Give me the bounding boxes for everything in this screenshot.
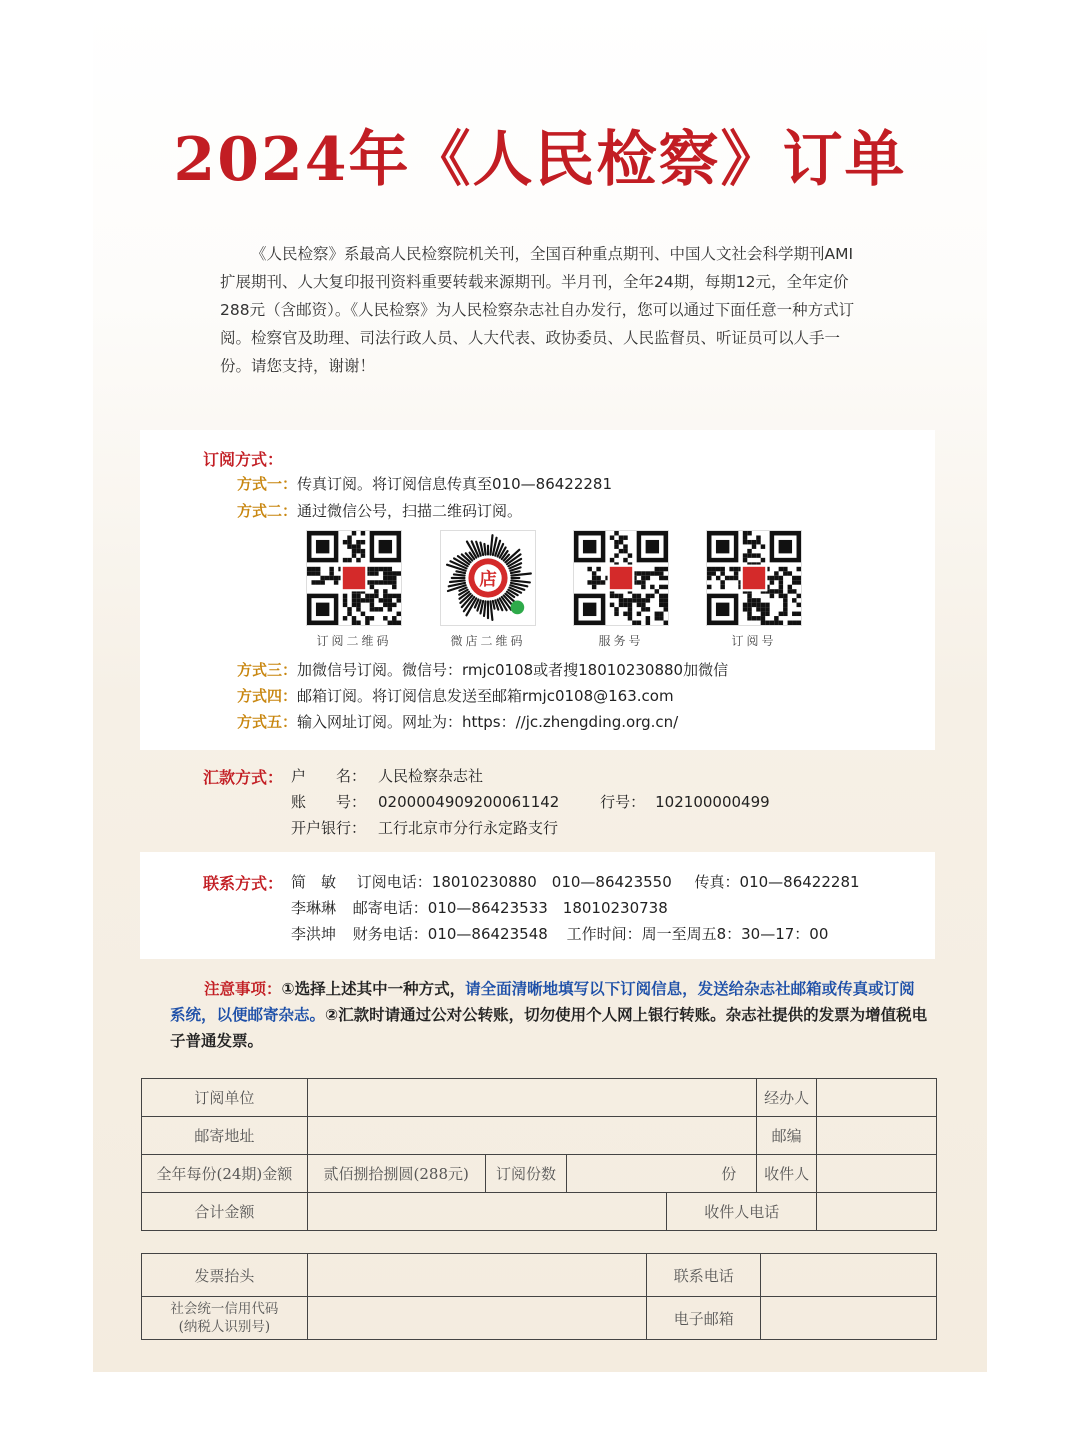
contact-phone: 订阅电话：18010230880 010—86423550	[356, 873, 672, 891]
method-1	[237, 473, 612, 494]
qr-weidian[interactable]	[440, 530, 536, 649]
qr-code-icon[interactable]	[573, 530, 669, 626]
method-3-label: 方式三：	[237, 661, 298, 679]
remit-account-label: 账 号：	[291, 793, 367, 811]
contact-heading: 联系方式：	[203, 874, 284, 893]
input-address[interactable]	[307, 1117, 756, 1155]
label-total: 合计金额	[142, 1193, 308, 1231]
contact-name: 简 敏	[291, 873, 337, 891]
intro-paragraph: 《人民检察》系最高人民检察院机关刊，全国百种重点期刊、中国人文社会科学期刊AMI扩展期刊、人大复印报刊资料重要转载来源期刊。半月刊，全年24期，每期12元，全年定价288元（含邮资）。《人民检察》为人民检察杂志社自办发行，您可以通过下面任意一种方式订阅。检察官及助理、司法行政人员、人大代表、政协委员、人民监督员、听证员可以人手一份。请您支持，谢谢！	[220, 245, 855, 375]
qr-caption: 服务号	[598, 634, 644, 648]
credit-code-line-1: 社会统一信用代码	[170, 1301, 279, 1317]
qr-code-icon[interactable]	[706, 530, 802, 626]
price-value: 贰佰捌拾捌圆(288元)	[307, 1155, 485, 1193]
method-3	[237, 659, 728, 680]
label-receiver: 收件人	[757, 1155, 817, 1193]
method-4	[237, 685, 674, 706]
input-receiver-phone[interactable]	[817, 1193, 937, 1231]
input-total[interactable]	[307, 1193, 667, 1231]
label-copies: 订阅份数	[485, 1155, 567, 1193]
label-annual-amount: 全年每份(24期)金额	[142, 1155, 308, 1193]
contact-fax: 传真：010—86422281	[694, 873, 860, 891]
contact-name: 李琳琳	[291, 899, 337, 917]
input-contact-phone[interactable]	[761, 1254, 937, 1297]
qr-caption: 微店二维码	[450, 634, 526, 648]
notice-label: 注意事项：	[204, 980, 282, 998]
label-unit: 订阅单位	[142, 1079, 308, 1117]
notice-part-3: ②汇款时请通过公对公转账，切勿使用个人网上银行转账。杂志社提供的发票为增值税电子普通发票。	[170, 1006, 928, 1050]
label-receiver-phone: 收件人电话	[667, 1193, 817, 1231]
order-form-table	[141, 1078, 937, 1231]
input-unit[interactable]	[307, 1079, 756, 1117]
invoice-form-table	[141, 1253, 937, 1340]
input-invoice-title[interactable]	[307, 1254, 647, 1297]
method-2-label: 方式二：	[237, 502, 298, 520]
remit-name-label: 户 名：	[291, 767, 367, 785]
qr-caption: 订阅二维码	[316, 634, 392, 648]
subscribe-box	[140, 430, 935, 750]
remit-bank-label: 开户银行：	[291, 819, 367, 837]
method-1-label: 方式一：	[237, 475, 298, 493]
notice-paragraph	[170, 976, 930, 1054]
input-email[interactable]	[761, 1297, 937, 1340]
remit-bank-row	[291, 817, 558, 838]
contact-row-1	[291, 871, 860, 892]
remit-heading: 汇款方式：	[203, 768, 284, 787]
label-invoice-title: 发票抬头	[142, 1254, 308, 1297]
remit-account: 0200004909200061142	[378, 793, 560, 811]
remit-bank: 工行北京市分行永定路支行	[378, 819, 559, 837]
work-hours: 工作时间：周一至周五8：30—17：00	[566, 925, 829, 943]
label-contact-phone: 联系电话	[647, 1254, 761, 1297]
qr-subscribe[interactable]	[306, 530, 402, 649]
bank-no: 102100000499	[655, 793, 770, 811]
qr-service[interactable]	[573, 530, 669, 649]
qr-official[interactable]	[706, 530, 802, 649]
credit-code-line-2: (纳税人识别号)	[178, 1319, 271, 1335]
page-title: 2024年《人民检察》订单	[173, 125, 907, 195]
input-copies[interactable]	[567, 1155, 757, 1193]
copies-unit: 份	[721, 1165, 737, 1183]
qr-code-icon[interactable]	[306, 530, 402, 626]
input-handler[interactable]	[817, 1079, 937, 1117]
input-receiver[interactable]	[817, 1155, 937, 1193]
label-postcode: 邮编	[757, 1117, 817, 1155]
method-2-text: 通过微信公号，扫描二维码订阅。	[297, 502, 523, 520]
label-handler: 经办人	[757, 1079, 817, 1117]
method-5	[237, 711, 678, 732]
input-postcode[interactable]	[817, 1117, 937, 1155]
contact-box	[140, 852, 935, 959]
contact-name: 李洪坤	[291, 925, 337, 943]
shop-badge: 店	[479, 569, 497, 590]
method-1-text: 传真订阅。将订阅信息传真至010—86422281	[297, 475, 612, 493]
contact-phone: 财务电话：010—86423548	[352, 925, 548, 943]
label-credit-code	[142, 1297, 308, 1340]
input-credit-code[interactable]	[307, 1297, 647, 1340]
method-5-label: 方式五：	[237, 713, 298, 731]
remit-account-row	[291, 791, 770, 812]
method-3-text: 加微信号订阅。微信号：rmjc0108或者搜18010230880加微信	[297, 661, 729, 679]
notice-part-1: ①选择上述其中一种方式，	[281, 980, 466, 998]
method-5-text: 输入网址订阅。网址为：https：//jc.zhengding.org.cn/	[297, 713, 679, 731]
method-4-label: 方式四：	[237, 687, 298, 705]
contact-row-3	[291, 923, 828, 944]
subscribe-heading: 订阅方式：	[203, 450, 284, 469]
label-address: 邮寄地址	[142, 1117, 308, 1155]
label-email: 电子邮箱	[647, 1297, 761, 1340]
bank-no-label: 行号：	[600, 793, 646, 811]
method-2	[237, 500, 522, 521]
contact-phone: 邮寄电话：010—86423533 18010230738	[352, 899, 668, 917]
qr-caption: 订阅号	[731, 634, 777, 648]
remit-name-row	[291, 765, 483, 786]
mini-program-code-icon[interactable]	[440, 530, 536, 626]
contact-row-2	[291, 897, 668, 918]
method-4-text: 邮箱订阅。将订阅信息发送至邮箱rmjc0108@163.com	[297, 687, 674, 705]
remit-name: 人民检察杂志社	[378, 767, 484, 785]
notice-part-2: 请全面清晰地填写以下订阅信息，发送给杂志社邮箱或传真或订阅系统，以便邮寄杂志。	[170, 980, 915, 1024]
